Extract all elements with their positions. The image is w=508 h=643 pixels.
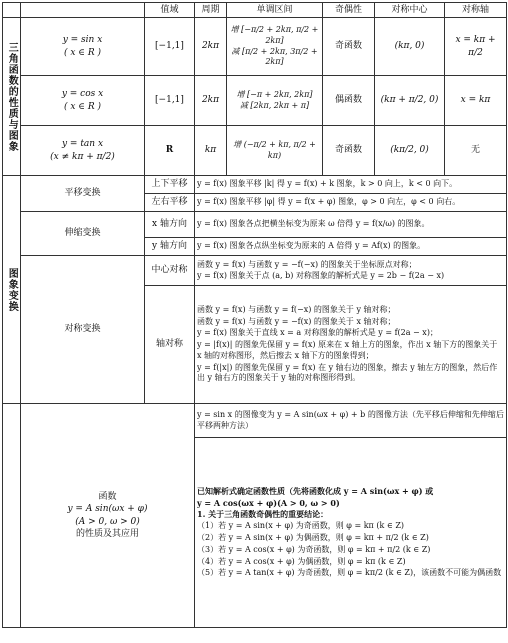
stretch-y-text: y = f(x) 图象各点纵坐标变为原来的 A 倍得 y = Af(x) 的图象。 [195,238,507,256]
tan-range: R [145,126,195,176]
section-label-properties: 三角函数的性质与图象 [3,18,21,176]
header-axis: 对称轴 [445,3,507,18]
header-range: 值域 [145,3,195,18]
stretch-x-text: y = f(x) 图象各点把横坐标变为原来 ω 倍得 y = f(x/ω) 的图象。 [195,212,507,238]
header-center: 对称中心 [375,3,445,18]
tan-monotonic: 增 (−π/2 + kπ, π/2 + kπ) [227,126,323,176]
stretch-y-label: y 轴方向 [145,238,195,256]
sin-center: (kπ, 0) [375,18,445,76]
axis-symmetry-text: 函数 y = f(x) 与函数 y = f(−x) 的图象关于 y 轴对称； 函数 y = f(x) 与函数 y = −f(x) 的图象关于 x 轴对称； y = f(x) 图象关于直线 x = a 对称图象的解析式是 y = f(2a − x)； y = |f(x)| 的图象先保留 y = f(x) 原来在 x 轴上方的图象，作出 x 轴下方的图象关于 x 轴的对称图形，然后擦去 x 轴下方的图象得到； y = f(|x|) 的图象先保留 y = f(x) 在 y 轴右边的图象，擦去 y 轴左方的图象，然后作出 y 轴右方的图象关于 y 轴的对称图形得到。 [195,286,507,404]
trig-summary-table [2,2,507,628]
cos-function: y = cos x ( x ∈ R ) [21,76,145,126]
row-center-symmetry [3,256,507,286]
header-parity: 奇偶性 [323,3,375,18]
sin-range: [−1,1] [145,18,195,76]
row-asin-intro [3,404,507,438]
translate-leftright-label: 左右平移 [145,194,195,212]
sin-period: 2kπ [195,18,227,76]
row-tan [3,126,507,176]
row-stretch-x [3,212,507,238]
translate-leftright-text: y = f(x) 图象平移 |φ| 得 y = f(x + φ) 图象，φ > 0 向左，φ < 0 向右。 [195,194,507,212]
symmetry-label: 对称变换 [21,256,145,404]
asin-intro-text: y = sin x 的图像变为 y = A sin(ωx + φ) + b 的图像方法（先平移后伸缩和先伸缩后平移两种方法） [195,404,507,438]
sin-axis: x = kπ + π/2 [445,18,507,76]
translate-updown-text: y = f(x) 图象平移 |k| 得 y = f(x) + k 图象，k > 0 向上，k < 0 向下。 [195,176,507,194]
stretch-label: 伸缩变换 [21,212,145,256]
cos-center: (kπ + π/2, 0) [375,76,445,126]
cos-axis: x = kπ [445,76,507,126]
axis-symmetry-label: 轴对称 [145,286,195,404]
tan-period: kπ [195,126,227,176]
sin-function: y = sin x ( x ∈ R ) [21,18,145,76]
header-monotonic: 单调区间 [227,3,323,18]
translate-label: 平移变换 [21,176,145,212]
tan-center: (kπ/2, 0) [375,126,445,176]
tan-parity: 奇函数 [323,126,375,176]
cos-parity: 偶函数 [323,76,375,126]
header-row [3,3,507,18]
center-symmetry-label: 中心对称 [145,256,195,286]
row-translate-updown [3,176,507,194]
tan-axis: 无 [445,126,507,176]
cos-monotonic: 增 [−π + 2kπ, 2kπ] 减 [2kπ, 2kπ + π] [227,76,323,126]
row-sin [3,18,507,76]
header-period: 周期 [195,3,227,18]
center-symmetry-text: 函数 y = f(x) 与函数 y = −f(−x) 的图象关于坐标原点对称； y = f(x) 图象关于点 (a, b) 对称图象的解析式是 y = 2b − f(2a − x) [195,256,507,286]
stretch-x-label: x 轴方向 [145,212,195,238]
sin-parity: 奇函数 [323,18,375,76]
asin-section-label: 函数 y = A sin(ωx + φ) (A > 0, ω > 0) 的性质及其应用 [21,404,195,628]
section-label-transforms: 图象变换 [3,176,21,404]
cos-range: [−1,1] [145,76,195,126]
translate-updown-label: 上下平移 [145,176,195,194]
cos-period: 2kπ [195,76,227,126]
sin-monotonic: 增 [−π/2 + 2kπ, π/2 + 2kπ] 减 [π/2 + 2kπ, 3π/2 + 2kπ] [227,18,323,76]
asin-properties-text: 已知解析式确定函数性质（先将函数化成 y = A sin(ωx + φ) 或 y = A cos(ωx + φ)(A > 0, ω > 0) 1. 关于三角函数奇偶性的重要结论： （1）若 y = A sin(x + φ) 为奇函数，则 φ = kπ (k ∈ Z) （2）若 y = A sin(x + φ) 为偶函数，则 φ = kπ + π/2 (k ∈ Z) （3）若 y = A cos(x + φ) 为奇函数，则 φ = kπ + π/2 (k ∈ Z) （4）若 y = A cos(x + φ) 为偶函数，则 φ = kπ (k ∈ Z) （5）若 y = A tan(x + φ) 为奇函数，则 φ = kπ/2 (k ∈ Z)，该函数不可能为偶函数 [195,438,507,628]
tan-function: y = tan x (x ≠ kπ + π/2) [21,126,145,176]
row-cos [3,76,507,126]
